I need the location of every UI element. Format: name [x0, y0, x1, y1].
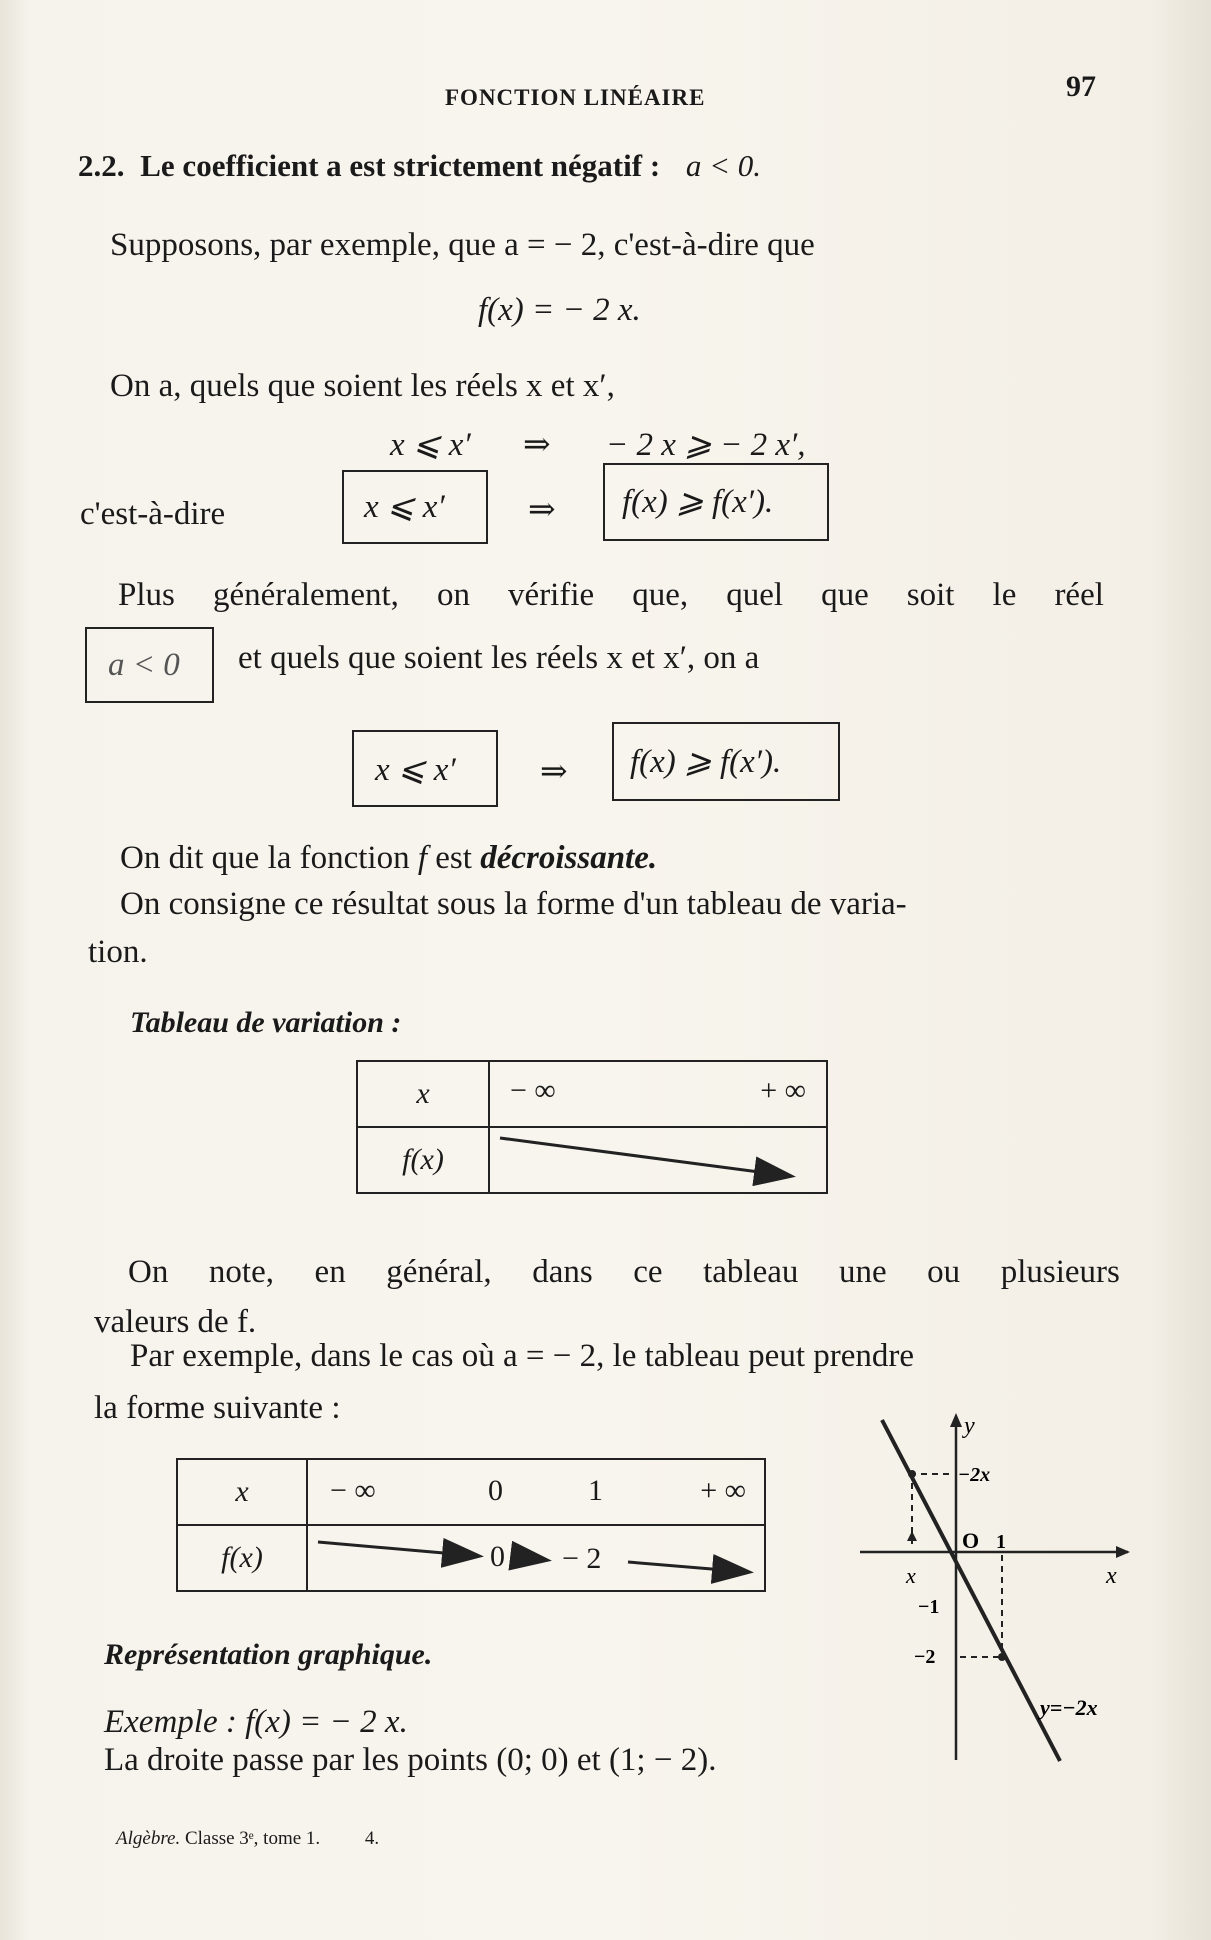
- guide-arrow-icon: [907, 1531, 917, 1541]
- text: f(x): [402, 1143, 444, 1176]
- para2-line1: On a, quels que soient les réels x et x′,: [110, 368, 615, 404]
- representation-line: La droite passe par les points (0; 0) et (1; − 2).: [104, 1742, 717, 1778]
- text: f: [417, 840, 428, 876]
- word: quel: [726, 577, 784, 613]
- representation-heading: Représentation graphique.: [104, 1638, 433, 1671]
- footer: [116, 1828, 379, 1850]
- word: vérifie: [508, 577, 595, 613]
- table1-x-label: [357, 1061, 489, 1127]
- word: que: [821, 577, 869, 613]
- table1-fx-arrow-cell: [489, 1127, 827, 1193]
- word: dans: [532, 1254, 593, 1290]
- word: une: [838, 1254, 887, 1290]
- text: f(x): [221, 1541, 263, 1574]
- boxed-right-2-text: f(x) ⩾ f(x′).: [630, 744, 782, 780]
- word: tableau: [703, 1254, 799, 1290]
- table2-fx-label: [177, 1525, 307, 1591]
- plus-infinity: + ∞: [760, 1074, 806, 1107]
- para5-line4: la forme suivante :: [94, 1390, 341, 1426]
- word: on: [436, 577, 470, 613]
- para1-line1: Supposons, par exemple, que a = − 2, c'est-à-dire que: [110, 227, 815, 263]
- word: Plus: [118, 577, 175, 613]
- section-condition: a < 0.: [685, 148, 762, 183]
- tick-label-minus1: −1: [918, 1596, 940, 1618]
- tableau-heading: Tableau de variation :: [130, 1006, 402, 1039]
- implication1-left: x ⩽ x′: [390, 427, 471, 463]
- footer-book: Algèbre.: [116, 1828, 181, 1849]
- text: x: [235, 1475, 249, 1508]
- implication1-right: − 2 x ⩾ − 2 x′,: [606, 427, 806, 463]
- tick-label-1: 1: [996, 1531, 1006, 1553]
- decreasing-arrow-icon: [308, 1526, 768, 1592]
- para5-line3: Par exemple, dans le cas où a = − 2, le tableau peut prendre: [130, 1338, 915, 1374]
- label-x-neg: x: [906, 1563, 916, 1588]
- table1-x-values: [489, 1061, 827, 1127]
- cad-label: c'est-à-dire: [80, 496, 226, 532]
- para5-line2: valeurs de f.: [94, 1304, 257, 1340]
- section-number: 2.2.: [78, 148, 125, 183]
- minus-infinity: − ∞: [510, 1074, 556, 1107]
- label-minus2x: −2x: [958, 1464, 991, 1486]
- word: généralement,: [212, 577, 399, 613]
- origin-label: O: [962, 1528, 980, 1553]
- linear-graph: [850, 1405, 1150, 1765]
- y-axis-arrow-icon: [950, 1413, 962, 1427]
- para3-line2: et quels que soient les réels x et x′, on a: [238, 640, 760, 676]
- table2-x-values: [307, 1459, 765, 1525]
- point-marker: [998, 1653, 1006, 1661]
- boxed-right-1-text: f(x) ⩾ f(x′).: [622, 484, 774, 520]
- word: soit: [906, 577, 955, 613]
- y-axis-label: y: [964, 1413, 975, 1439]
- variation-table-1: [356, 1060, 828, 1194]
- boxed-condition-text: a < 0: [108, 647, 180, 683]
- text: est: [427, 840, 481, 876]
- running-title: FONCTION LINÉAIRE: [445, 85, 706, 110]
- para4-line3: tion.: [88, 934, 148, 970]
- x-axis-label: x: [1106, 1563, 1117, 1589]
- plus-infinity: + ∞: [700, 1474, 746, 1507]
- word: plusieurs: [1000, 1254, 1120, 1290]
- section-title-text: Le coefficient a est strictement négatif :: [140, 148, 661, 183]
- minus-infinity: − ∞: [330, 1474, 376, 1507]
- word: le: [992, 577, 1017, 613]
- text: On dit que la fonction: [120, 840, 418, 876]
- footer-signature: 4.: [364, 1828, 380, 1849]
- boxed-left-2-text: x ⩽ x′: [375, 752, 456, 788]
- table2-x-label: [177, 1459, 307, 1525]
- para5-line1: [128, 1252, 1120, 1292]
- emphasis: décroissante.: [480, 840, 658, 876]
- line-label: y=−2x: [1040, 1695, 1098, 1720]
- para3-line1: [118, 575, 1104, 615]
- word: On: [128, 1254, 169, 1290]
- text: x: [416, 1077, 430, 1110]
- word: réel: [1054, 577, 1104, 613]
- variation-table-2: [176, 1458, 766, 1592]
- implication1-arrow: ⇒: [523, 427, 551, 463]
- word: note,: [208, 1254, 274, 1290]
- word: que,: [632, 577, 689, 613]
- representation-example: Exemple : f(x) = − 2 x.: [104, 1704, 408, 1740]
- word: en: [314, 1254, 346, 1290]
- table2-fx-cell: [307, 1525, 765, 1591]
- footer-classe: Classe 3ᵉ, tome 1.: [184, 1828, 321, 1849]
- page-number: 97: [1066, 70, 1096, 103]
- tick-label-minus2: −2: [914, 1646, 936, 1668]
- word: ce: [633, 1254, 663, 1290]
- para4-line2: On consigne ce résultat sous la forme d'un tableau de varia-: [120, 886, 907, 922]
- f-value: − 2: [562, 1542, 602, 1575]
- f-value: 0: [490, 1540, 505, 1573]
- boxed-arrow-1: ⇒: [528, 492, 556, 528]
- x-value: 1: [588, 1474, 603, 1507]
- para1-formula: f(x) = − 2 x.: [478, 292, 641, 328]
- decreasing-arrow-icon: [490, 1128, 830, 1194]
- word: ou: [927, 1254, 961, 1290]
- boxed-arrow-2: ⇒: [540, 754, 568, 790]
- x-axis-arrow-icon: [1116, 1546, 1130, 1558]
- boxed-left-1-text: x ⩽ x′: [364, 489, 445, 525]
- word: général,: [386, 1254, 492, 1290]
- para4-line1: [120, 838, 657, 878]
- table1-fx-label: [357, 1127, 489, 1193]
- x-value: 0: [488, 1474, 503, 1507]
- section-title: [78, 148, 761, 184]
- point-marker: [908, 1470, 916, 1478]
